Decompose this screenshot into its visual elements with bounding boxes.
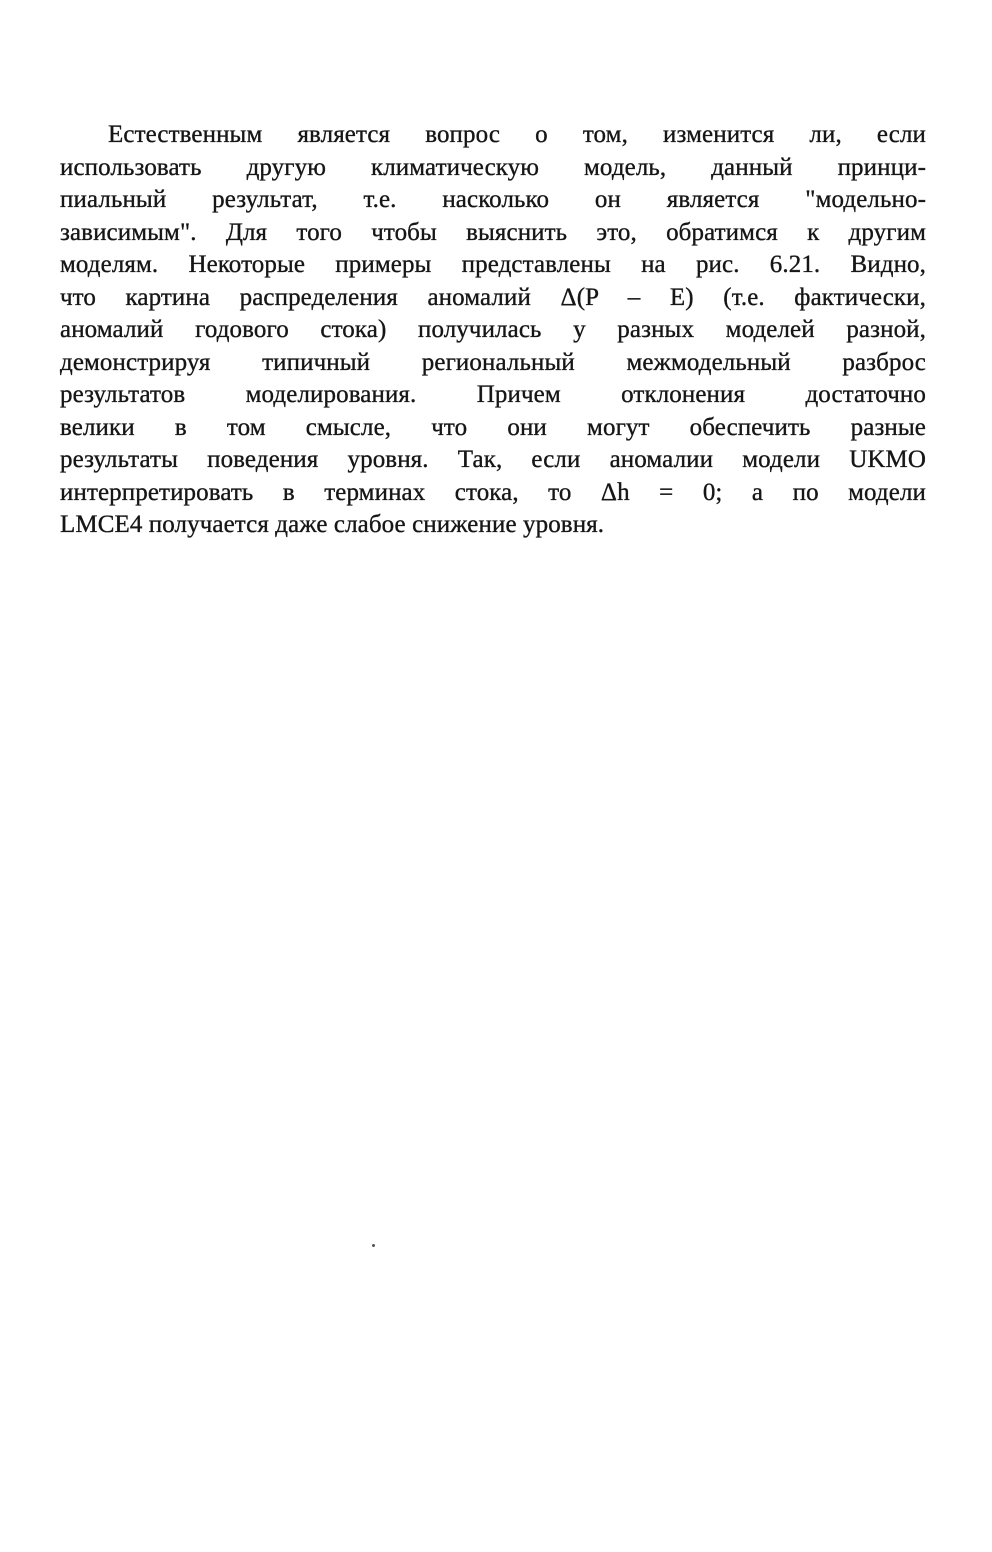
paragraph-line: что картина распределения аномалий Δ(P – E) (т.е. фактически,: [60, 283, 926, 311]
paragraph-line: использовать другую климатическую модель, данный принци-: [60, 153, 926, 181]
paragraph-line: интерпретировать в терминах стока, то Δh = 0; а по модели: [60, 478, 926, 506]
paragraph-line: пиальный результат, т.е. насколько он является "модельно-: [60, 186, 926, 213]
paragraph-line: велики в том смысле, что они могут обеспечить разные: [60, 413, 926, 441]
paragraph-line: аномалий годового стока) получилась у разных моделей разной,: [60, 316, 926, 343]
paragraph-line: моделям. Некоторые примеры представлены на рис. 6.21. Видно,: [60, 251, 926, 278]
paragraph-line: Естественным является вопрос о том, изменится ли, если: [108, 121, 926, 148]
paragraph-line: LMCE4 получается даже слабое снижение уровня.: [60, 511, 605, 538]
paragraph-line: демонстрируя типичный региональный межмодельный разброс: [60, 348, 926, 376]
paragraph-line: результатов моделирования. Причем отклонения достаточно: [60, 381, 926, 408]
scan-speck: [372, 1244, 375, 1247]
paragraph-line: зависимым". Для того чтобы выяснить это, обратимся к другим: [60, 218, 926, 246]
paragraph-line: результаты поведения уровня. Так, если аномалии модели UKMO: [60, 446, 926, 473]
body-paragraph: [60, 119, 926, 542]
